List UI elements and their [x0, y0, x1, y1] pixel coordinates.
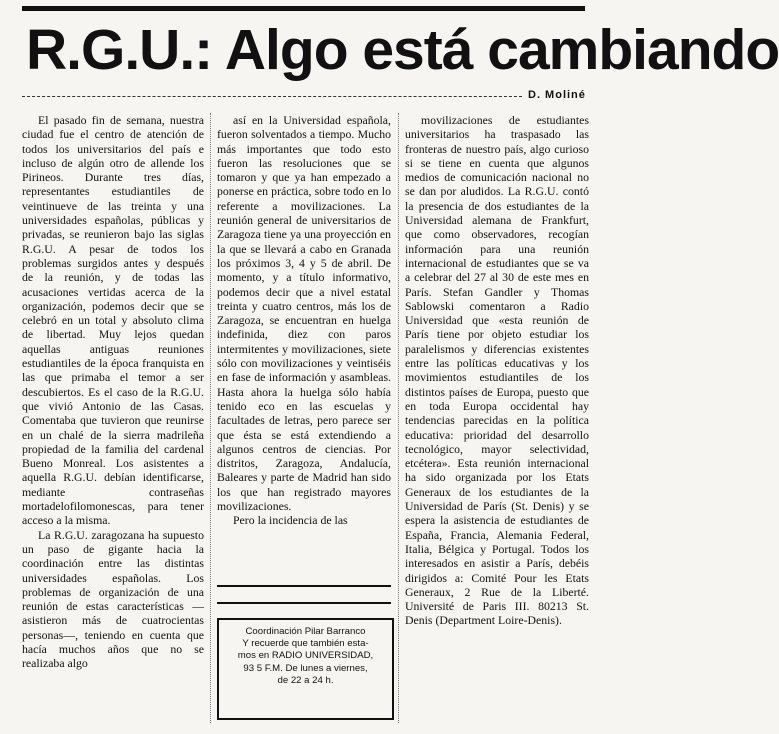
notice-rule [217, 602, 391, 604]
column-divider [210, 113, 211, 723]
paragraph: El pasado fin de semana, nuestra ciudad fue el centro de atención de todos los universitarios del país e incluso de algún otro de allende los Pirineos. Durante tres días, representantes estudiantiles de veintinueve de las treinta y una universidades españolas, públicas y privadas, se reunieron bajo las siglas R.G.U. A pesar de todos los problemas surgidos antes y después de la reunión, y de todas las acusaciones vertidas acerca de la organización, podemos decir que se celebró en un total y absoluto clima de libertad. Muy lejos quedan aquellas antiguas reuniones estudiantiles de la época franquista en las que primaba el temor a ser descubiertos. Es el caso de la R.G.U. que vivió Antonio de las Casas. Comentaba que tuvieron que reunirse en un chalé de la sierra madrileña propiedad de la familia del cardenal Bueno Monreal. Los asistentes a aquella R.G.U. debían identificarse, mediante contraseñas mortadelofilomonescas, para tener acceso a la misma. [22, 113, 204, 528]
top-rule [22, 6, 585, 11]
article-column-1 [22, 113, 204, 671]
radio-notice-box [217, 618, 394, 720]
byline: D. Moliné [528, 89, 586, 101]
article-column-2 [217, 113, 391, 528]
notice-line: Coordinación Pilar Barranco [245, 626, 366, 637]
article-column-3 [405, 113, 589, 628]
notice-line: mos en RADIO UNIVERSIDAD, [237, 650, 374, 662]
notice-line: 93 5 F.M. De lunes a viernes, [243, 662, 368, 674]
notice-line: Y recuerde que también esta- [242, 638, 369, 650]
byline-divider [22, 96, 522, 97]
paragraph: Pero la incidencia de las [233, 513, 348, 528]
paragraph: movilizaciones de estudiantes universitarios ha traspasado las fronteras de nuestro país, algo curioso si se tiene en cuenta que algunos medios de comunicación nacional no se dan por aludidos. La R.G.U. contó la presencia de dos estudiantes de la Universidad alemana de Frankfurt, que como observadores, recogían información para una reunión internacional de estudiantes que se va a celebrar del 27 al 30 de este mes en París. Stefan Gandler y Thomas Sablowski comentaron a Radio Universidad que «esta reunión de París tiene por objeto estudiar los paralelismos y diferencias existentes entre las políticas educativas y los movimientos estudiantiles de los distintos países de Europa, puesto que en toda Europa occidental hay tendencias parecidas en la política educativa: prioridad del desarrollo tecnológico, mayor selectividad, etcétera». Esta reunión internacional ha sido organizada por los Etats Generaux de los estudiantes de la Universidad de París (St. Denis) y se espera la asistencia de estudiantes de España, Francia, Alemania Federal, Italia, Bélgica y Portugal. Todos los interesados en asistir a París, debéis dirigidos a: Comité Pour les Etats Generaux, 2 Rue de la Liberté. Université de Paris III. 80213 St. Denis (Department Loire-Denis). [405, 113, 589, 628]
column-divider [398, 113, 399, 723]
notice-line: de 22 a 24 h. [277, 674, 334, 686]
paragraph: La R.G.U. zaragozana ha supuesto un paso de gigante hacia la coordinación entre las distintas universidades españolas. Los problemas de organización de una reunión de estas características —asistieron más de cuatrocientas personas—, teniendo en cuenta que hacía muchos años que no se realizaba algo [22, 527, 204, 671]
notice-rule [217, 585, 391, 587]
paragraph: así en la Universidad española, fueron solventados a tiempo. Mucho más importantes que todo esto fueron las resoluciones que se tomaron y que ya han empezado a ponerse en práctica, sobre todo en lo referente a movilizaciones. La reunión general de universitarios de Zaragoza tiene ya una proyección en la que se llevará a cabo en Granada los próximos 3, 4 y 5 de abril. De momento, y a título informativo, podemos decir que a nivel estatal treinta y cuatro centros, más los de Zaragoza, se encuentran en huelga indefinida, diez con paros intermitentes y movilizaciones, siete sólo con movilizaciones y veintiséis en fase de información y asambleas. Hasta ahora la huelga sólo había tenido eco en las escuelas y facultades de letras, pero parece ser que ésta se está extendiendo a algunos centros de ciencias. Por distritos, Zaragoza, Andalucía, Baleares y parte de Madrid han sido los que han registrado mayores movilizaciones. [217, 113, 391, 514]
headline: R.G.U.: Algo está cambiando [26, 18, 779, 82]
